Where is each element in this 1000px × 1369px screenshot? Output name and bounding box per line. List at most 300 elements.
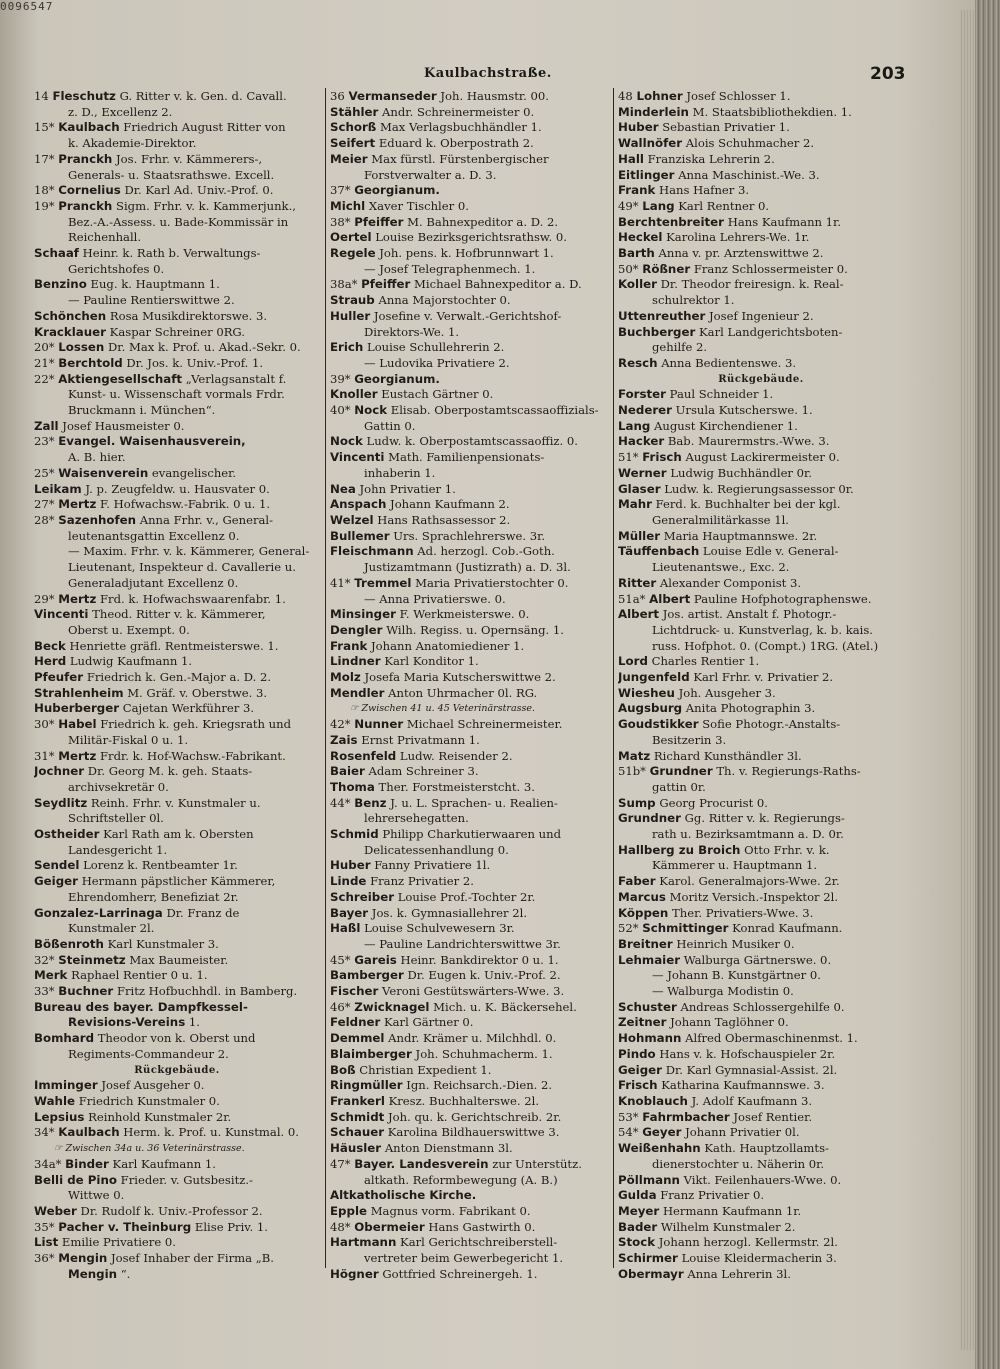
directory-entry	[330, 1094, 616, 1110]
resident-name: Frisch	[642, 450, 682, 465]
directory-entry	[618, 607, 904, 623]
resident-details: Ernst Privatmann 1.	[361, 732, 480, 747]
resident-details: Ad. herzogl. Cob.-Goth.	[417, 544, 555, 559]
house-number: 51*	[618, 450, 639, 465]
directory-entry	[618, 246, 904, 262]
directory-entry	[618, 921, 904, 937]
directory-entry	[34, 764, 320, 780]
resident-name: Nederer	[618, 403, 672, 418]
directory-entry	[330, 340, 616, 356]
house-number: 51b*	[618, 764, 646, 779]
entry-continuation	[330, 592, 616, 608]
resident-details: Henriette gräfl. Rentmeisterswe. 1.	[69, 638, 279, 653]
directory-entry	[34, 120, 320, 136]
directory-entry	[34, 874, 320, 890]
house-number: 41*	[330, 575, 351, 590]
entry-continuation	[618, 623, 904, 639]
resident-name: Glaser	[618, 481, 661, 496]
resident-name: Lindner	[330, 654, 381, 669]
directory-entry	[618, 1173, 904, 1189]
directory-entry	[618, 1094, 904, 1110]
resident-details: — Pauline Rentierswittwe 2.	[68, 293, 235, 308]
resident-name: Högner	[330, 1266, 379, 1281]
resident-details: Dr. Theodor freiresign. k. Real-	[660, 277, 844, 292]
resident-name: List	[34, 1235, 59, 1250]
directory-entry	[34, 434, 320, 450]
house-number: 28*	[34, 512, 55, 527]
directory-entry	[34, 340, 320, 356]
directory-entry	[330, 1110, 616, 1126]
resident-name: Vincenti	[330, 450, 385, 465]
resident-name: Rößner	[642, 261, 691, 276]
resident-name: Michl	[330, 198, 366, 213]
resident-details: — Johann B. Kunstgärtner 0.	[652, 968, 821, 983]
resident-name: Huller	[330, 308, 371, 323]
resident-details: Ursula Kutscherswe. 1.	[675, 403, 813, 418]
directory-entry	[330, 293, 616, 309]
resident-name: Erich	[330, 340, 364, 355]
resident-details: schulrektor 1.	[652, 293, 735, 308]
resident-details: Joh. Schuhmacherm. 1.	[415, 1046, 553, 1061]
directory-entry	[618, 576, 904, 592]
resident-details: Joh. pens. k. Hofbrunnwart 1.	[379, 246, 554, 261]
resident-details: Jos. Frhr. v. Kämmerers-,	[116, 151, 263, 166]
directory-entry	[34, 1125, 320, 1141]
resident-name: Kracklauer	[34, 324, 106, 339]
entry-continuation	[330, 937, 616, 953]
resident-name: Schmittinger	[642, 921, 729, 936]
resident-details: Richard Kunsthändler 3l.	[653, 748, 802, 763]
resident-details: Lieutenant, Inspekteur d. Cavallerie u.	[68, 560, 296, 575]
resident-details: Gg. Ritter v. k. Regierungs-	[684, 811, 845, 826]
directory-entry	[34, 717, 320, 733]
entry-continuation	[34, 403, 320, 419]
resident-details: Michael Schreinermeister.	[406, 717, 563, 732]
directory-entry	[330, 670, 616, 686]
directory-entry	[618, 152, 904, 168]
entry-continuation	[618, 560, 904, 576]
resident-name: Beck	[34, 638, 66, 653]
resident-details: Elise Priv. 1.	[194, 1219, 268, 1234]
resident-name: Nock	[330, 434, 363, 449]
resident-details: Louise Schullehrerin 2.	[367, 340, 505, 355]
resident-details: Ludw. Reisender 2.	[399, 748, 513, 763]
house-number: 35*	[34, 1219, 55, 1234]
house-number: 20*	[34, 340, 55, 355]
entry-continuation	[618, 1157, 904, 1173]
directory-entry	[330, 1267, 616, 1283]
resident-details: dienerstochter u. Näherin 0r.	[652, 1156, 825, 1171]
house-number: 17*	[34, 151, 55, 166]
resident-details: k. Akademie-Direktor.	[68, 136, 197, 151]
directory-entry	[34, 419, 320, 435]
resident-name: Marcus	[618, 889, 666, 904]
directory-entry	[618, 1047, 904, 1063]
resident-name: Bullemer	[330, 528, 390, 543]
resident-name: Hacker	[618, 434, 665, 449]
resident-details: Joh. qu. k. Gerichtschreib. 2r.	[388, 1109, 562, 1124]
resident-name: Mertz	[58, 497, 97, 512]
directory-entry	[34, 1094, 320, 1110]
resident-name: Demmel	[330, 1031, 385, 1046]
resident-details: Friedrich k. Gen.-Major a. D. 2.	[86, 670, 272, 685]
directory-entry	[330, 1141, 616, 1157]
resident-name: Nock	[354, 403, 388, 418]
resident-name: Lord	[618, 654, 648, 669]
resident-name: Bomhard	[34, 1031, 95, 1046]
entry-continuation	[34, 136, 320, 152]
resident-name: Stähler	[330, 104, 379, 119]
resident-name: Schmid	[330, 827, 379, 842]
resident-name: Pfeiffer	[361, 277, 411, 292]
directory-entry	[330, 372, 616, 388]
resident-name: Zall	[34, 418, 59, 433]
resident-details: Vikt. Feilenhauers-Wwe. 0.	[683, 1172, 842, 1187]
resident-details: Joh. Ausgeher 3.	[678, 685, 776, 700]
resident-name: Straub	[330, 293, 375, 308]
entry-continuation	[618, 827, 904, 843]
resident-details: Dr. Karl Gymnasial-Assist. 2l.	[665, 1062, 838, 1077]
resident-name: Feldner	[330, 1015, 381, 1030]
directory-entry	[330, 1078, 616, 1094]
directory-entry	[34, 199, 320, 215]
entry-continuation	[34, 1188, 320, 1204]
resident-details: Franz Privatier 2.	[370, 874, 474, 889]
resident-name: Schorß	[330, 120, 377, 135]
directory-entry	[618, 953, 904, 969]
entry-continuation	[34, 230, 320, 246]
resident-name: Minsinger	[330, 607, 396, 622]
resident-details: Max Baumeister.	[129, 952, 229, 967]
resident-name: Obermeier	[354, 1219, 425, 1234]
entry-continuation	[34, 387, 320, 403]
resident-name: Ritter	[618, 575, 657, 590]
house-number: 34a*	[34, 1156, 62, 1171]
resident-details: Karl Konditor 1.	[384, 654, 479, 669]
page-header	[24, 64, 904, 86]
resident-details: Louise Bezirksgerichtsrathsw. 0.	[375, 230, 567, 245]
resident-details: Gerichtshofes 0.	[68, 261, 165, 276]
directory-entry	[34, 152, 320, 168]
directory-entry	[34, 309, 320, 325]
resident-details: Pauline Hofphotographenswe.	[693, 591, 872, 606]
resident-details: Georg Procurist 0.	[659, 795, 768, 810]
directory-entry	[330, 639, 616, 655]
resident-name: Weber	[34, 1203, 77, 1218]
resident-details: Theodor von k. Oberst und	[97, 1031, 256, 1046]
resident-details: Jos. k. Gymnasiallehrer 2l.	[371, 905, 528, 920]
resident-details: inhaberin 1.	[364, 465, 436, 480]
resident-details: F. Werkmeisterswe. 0.	[399, 607, 530, 622]
directory-entry	[330, 529, 616, 545]
entry-continuation	[34, 168, 320, 184]
resident-details: Philipp Charkutierwaaren und	[382, 827, 561, 842]
directory-entry	[618, 764, 904, 780]
resident-details: Direktors-We. 1.	[364, 324, 460, 339]
directory-entry	[34, 1078, 320, 1094]
resident-name: Pindo	[618, 1046, 656, 1061]
directory-entry	[618, 168, 904, 184]
directory-entry	[618, 1110, 904, 1126]
resident-details: Franz Schlossermeister 0.	[693, 261, 848, 276]
resident-name: Albert	[649, 591, 691, 606]
resident-name: Ostheider	[34, 827, 100, 842]
house-number: 46*	[330, 999, 351, 1014]
resident-name: Revisions-Vereins	[68, 1015, 186, 1030]
entry-continuation	[330, 356, 616, 372]
directory-entry	[618, 670, 904, 686]
entry-continuation	[330, 1251, 616, 1267]
directory-entry	[330, 858, 616, 874]
resident-details: Lichtdruck- u. Kunstverlag, k. b. kais.	[652, 622, 873, 637]
house-number: 42*	[330, 717, 351, 732]
resident-name: Bader	[618, 1219, 658, 1234]
house-number: 14	[34, 89, 49, 103]
cross-street-note: ☞ Zwischen 41 u. 45 Veterinärstrasse.	[350, 703, 535, 715]
resident-details: Karolina Bildhauerswittwe 3.	[387, 1125, 560, 1140]
resident-details: Dr. Max k. Prof. u. Akad.-Sekr. 0.	[108, 340, 301, 355]
directory-entry	[330, 450, 616, 466]
resident-details: Fanny Privatiere 1l.	[374, 858, 491, 873]
resident-details: Johann Privatier 0l.	[685, 1125, 800, 1140]
resident-name: Sazenhofen	[58, 512, 137, 527]
house-number: 23*	[34, 434, 55, 449]
resident-details: Hermann Kaufmann 1r.	[662, 1203, 802, 1218]
directory-entry	[330, 1000, 616, 1016]
directory-entry	[618, 325, 904, 341]
directory-entry	[34, 937, 320, 953]
entry-continuation	[330, 1173, 616, 1189]
entry-continuation	[34, 811, 320, 827]
directory-entry	[34, 325, 320, 341]
entry-continuation	[330, 466, 616, 482]
resident-name: Habel	[58, 717, 97, 732]
entry-continuation	[618, 513, 904, 529]
entry-continuation	[34, 560, 320, 576]
directory-entry	[34, 953, 320, 969]
resident-name: Zeitner	[618, 1015, 667, 1030]
resident-details: Ludw. k. Oberpostamtscassaoffiz. 0.	[366, 434, 578, 449]
resident-name: Matz	[618, 748, 651, 763]
directory-entry	[330, 246, 616, 262]
resident-name: Thoma	[330, 779, 375, 794]
directory-entry	[34, 1204, 320, 1220]
resident-name: Geiger	[618, 1062, 662, 1077]
resident-details: Generalmilitärkasse 1l.	[652, 512, 789, 527]
house-number: 47*	[330, 1156, 351, 1171]
resident-name: Resch	[618, 355, 658, 370]
entry-continuation	[618, 984, 904, 1000]
directory-entry	[330, 1157, 616, 1173]
directory-entry	[330, 403, 616, 419]
resident-details: „Verlagsanstalt f.	[185, 371, 287, 386]
resident-details: “.	[120, 1266, 131, 1281]
resident-details: Moritz Versich.-Inspektor 2l.	[669, 889, 839, 904]
resident-name: Breitner	[618, 936, 673, 951]
directory-entry	[618, 466, 904, 482]
directory-entry	[618, 1078, 904, 1094]
directory-entry	[618, 1000, 904, 1016]
resident-name: Mertz	[58, 591, 97, 606]
resident-details: Konrad Kaufmann.	[732, 921, 843, 936]
directory-entry	[34, 670, 320, 686]
section-heading: Rückgebäude.	[718, 373, 804, 385]
house-number: 45*	[330, 952, 351, 967]
resident-details: Oberst u. Exempt. 0.	[68, 622, 190, 637]
resident-details: Maria Privatierstochter 0.	[415, 575, 569, 590]
directory-entry	[34, 89, 320, 105]
resident-details: Christian Expedient 1.	[359, 1062, 492, 1077]
resident-name: Huber	[618, 120, 659, 135]
directory-entry	[618, 874, 904, 890]
directory-entry	[618, 482, 904, 498]
directory-entry	[618, 529, 904, 545]
resident-details: Kresz. Buchhalterswe. 2l.	[388, 1094, 540, 1108]
directory-entry	[330, 796, 616, 812]
resident-name: Georgianum.	[354, 371, 440, 386]
book-fore-edge	[975, 0, 1000, 1369]
resident-details: Ign. Reichsarch.-Dien. 2.	[406, 1078, 553, 1093]
directory-entry	[330, 89, 616, 105]
resident-name: Tremmel	[354, 575, 412, 590]
resident-details: Ehrendomherr, Benefiziat 2r.	[68, 889, 239, 904]
resident-name: Weißenhahn	[618, 1141, 701, 1156]
directory-entry	[618, 592, 904, 608]
resident-details: Louise Kleidermacherin 3.	[681, 1251, 837, 1266]
directory-entry	[618, 1267, 904, 1283]
resident-name: Fahrmbacher	[642, 1109, 730, 1124]
resident-name: Grundner	[618, 811, 681, 826]
directory-entry	[34, 654, 320, 670]
resident-name: Faber	[618, 874, 656, 889]
resident-name: Lang	[618, 418, 651, 433]
resident-name: Frank	[330, 638, 368, 653]
resident-name: Wallnöfer	[618, 136, 683, 151]
resident-name: Schuster	[618, 999, 677, 1014]
house-number: 33*	[34, 984, 55, 999]
resident-name: Epple	[330, 1203, 367, 1218]
directory-entry	[330, 277, 616, 293]
directory-entry	[618, 136, 904, 152]
resident-name: Molz	[330, 670, 361, 685]
resident-details: — Josef Telegraphenmech. 1.	[364, 261, 536, 276]
resident-details: Joh. Hausmstr. 00.	[440, 89, 549, 103]
resident-name: Dengler	[330, 622, 383, 637]
resident-details: zur Unterstütz.	[492, 1156, 582, 1171]
resident-details: Ludw. k. Regierungsassessor 0r.	[664, 481, 854, 496]
resident-details: Andr. Krämer u. Milchhdl. 0.	[388, 1031, 557, 1046]
directory-entry	[34, 482, 320, 498]
resident-name: Täuffenbach	[618, 544, 700, 559]
resident-details: Alexander Componist 3.	[659, 575, 802, 590]
resident-details: Reinhold Kunstmaler 2r.	[88, 1109, 232, 1124]
resident-details: Alois Schuhmacher 2.	[685, 136, 815, 151]
directory-entry	[618, 262, 904, 278]
resident-details: altkath. Reformbewegung (A. B.)	[364, 1172, 558, 1187]
resident-details: Franziska Lehrerin 2.	[647, 151, 775, 166]
resident-details: August Kirchendiener 1.	[654, 418, 798, 433]
directory-entry	[330, 1031, 616, 1047]
entry-continuation	[330, 168, 616, 184]
entry-continuation	[34, 921, 320, 937]
directory-entry	[34, 858, 320, 874]
house-number: 50*	[618, 261, 639, 276]
directory-entry	[34, 1157, 320, 1173]
house-number: 51a*	[618, 591, 646, 606]
column-3	[618, 89, 904, 1282]
directory-entry	[330, 434, 616, 450]
resident-details: Lorenz k. Rentbeamter 1r.	[83, 858, 238, 873]
resident-details: Anton Uhrmacher 0l. RG.	[388, 685, 538, 700]
entry-continuation	[34, 843, 320, 859]
directory-entry	[330, 152, 616, 168]
directory-entry	[330, 623, 616, 639]
resident-name: Frisch	[618, 1078, 658, 1093]
resident-details: Reinh. Frhr. v. Kunstmaler u.	[90, 795, 261, 810]
resident-details: G. Ritter v. k. Gen. d. Cavall.	[119, 89, 287, 103]
resident-details: Magnus vorm. Fabrikant 0.	[370, 1203, 531, 1218]
directory-entry	[34, 1173, 320, 1189]
resident-details: Karl Kunstmaler 3.	[107, 936, 219, 951]
resident-details: rath u. Bezirksamtmann a. D. 0r.	[652, 827, 844, 842]
directory-entry	[330, 780, 616, 796]
directory-entry	[330, 215, 616, 231]
resident-name: Merk	[34, 968, 68, 983]
directory-entry	[34, 1031, 320, 1047]
house-number: 32*	[34, 952, 55, 967]
directory-entry	[618, 1235, 904, 1251]
resident-name: Bayer. Landesverein	[354, 1156, 489, 1171]
resident-details: Charles Rentier 1.	[651, 654, 760, 669]
resident-name: Schauer	[330, 1125, 385, 1140]
house-number: 37*	[330, 183, 351, 198]
shelfmark: 0096547	[0, 0, 54, 13]
resident-details: Eug. k. Hauptmann 1.	[90, 277, 220, 292]
resident-name: Mendler	[330, 685, 385, 700]
resident-details: Lieutenantswe., Exc. 2.	[652, 560, 790, 575]
resident-details: Theod. Ritter v. k. Kämmerer,	[92, 607, 266, 622]
resident-details: Karol. Generalmajors-Wwe. 2r.	[659, 874, 840, 889]
resident-details: J. Adolf Kaufmann 3.	[691, 1094, 813, 1108]
directory-entry	[618, 686, 904, 702]
resident-name: Hartmann	[330, 1235, 397, 1250]
resident-details: Forstverwalter a. D. 3.	[364, 167, 497, 182]
entry-continuation	[34, 576, 320, 592]
resident-details: Mich. u. K. Bäckersehel.	[433, 999, 577, 1014]
resident-details: Anton Dienstmann 3l.	[384, 1141, 513, 1156]
directory-entry	[330, 906, 616, 922]
directory-entry	[34, 183, 320, 199]
directory-entry	[34, 466, 320, 482]
resident-name: Lohner	[636, 89, 683, 103]
resident-details: Veroni Gestütswärters-Wwe. 3.	[382, 984, 565, 999]
entry-continuation	[330, 811, 616, 827]
directory-entry	[330, 1204, 616, 1220]
resident-details: Karolina Lehrers-We. 1r.	[666, 230, 810, 245]
resident-details: Dr. Franz de	[166, 905, 240, 920]
directory-entry	[618, 1188, 904, 1204]
house-number: 34*	[34, 1125, 55, 1140]
resident-details: Alfred Obermaschinenmst. 1.	[685, 1031, 858, 1046]
resident-details: Cajetan Werkführer 3.	[122, 701, 255, 716]
directory-entry	[618, 717, 904, 733]
directory-entry	[34, 277, 320, 293]
directory-entry	[330, 717, 616, 733]
resident-details: Heinrich Musiker 0.	[676, 936, 795, 951]
resident-details: Th. v. Regierungs-Raths-	[716, 764, 861, 779]
resident-details: — Walburga Modistin 0.	[652, 984, 794, 999]
directory-entry	[34, 592, 320, 608]
